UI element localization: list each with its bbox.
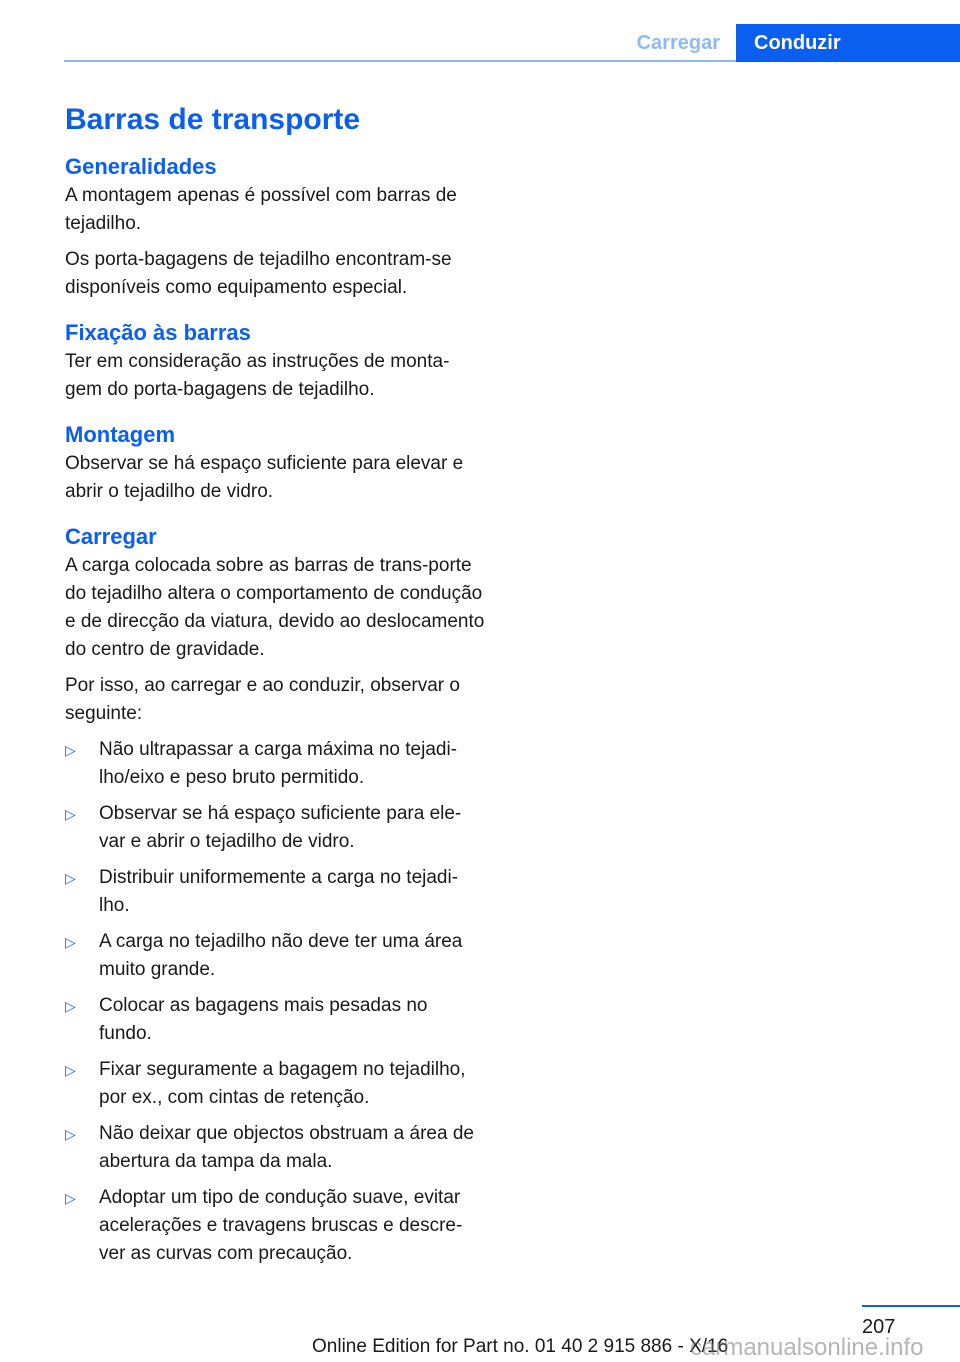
section-heading: Montagem xyxy=(65,422,175,447)
section-heading: Fixação às barras xyxy=(65,320,251,345)
triangle-bullet-icon: ▷ xyxy=(65,806,76,822)
paragraph: A montagem apenas é possível com barras de tejadilho. xyxy=(65,185,457,234)
list-item xyxy=(65,1056,485,1112)
section-heading: Generalidades xyxy=(65,154,217,179)
list-item xyxy=(65,1184,485,1268)
list-item xyxy=(65,736,485,792)
list-item-text: Não deixar que objectos obstruam a área de abertura da tampa da mala. xyxy=(99,1123,474,1172)
list-item xyxy=(65,928,485,984)
paragraph: A carga colocada sobre as barras de trans-porte do tejadilho altera o comportamento de condução e de direcção da viatura, devido ao deslocamento do centro de gravidade. xyxy=(65,555,485,660)
paragraph: Os porta-bagagens de tejadilho encontram-se disponíveis como equipamento especial. xyxy=(65,249,452,298)
list-item-text: Adoptar um tipo de condução suave, evitar acelerações e travagens bruscas e descre-ver as curvas com precaução. xyxy=(99,1187,463,1264)
section-carregar xyxy=(65,522,485,1268)
tab-carregar[interactable]: Carregar xyxy=(636,32,720,54)
page-content xyxy=(65,100,485,1284)
tab-conduzir[interactable]: Conduzir xyxy=(736,24,960,62)
list-item-text: Observar se há espaço suficiente para ele-var e abrir o tejadilho de vidro. xyxy=(99,803,462,852)
footer-divider xyxy=(862,1305,960,1307)
triangle-bullet-icon: ▷ xyxy=(65,934,76,950)
section-heading: Carregar xyxy=(65,524,157,549)
triangle-bullet-icon: ▷ xyxy=(65,998,76,1014)
page-number: 207 xyxy=(862,1316,896,1338)
triangle-bullet-icon: ▷ xyxy=(65,870,76,886)
list-item xyxy=(65,800,485,856)
page-title: Barras de transporte xyxy=(65,103,361,136)
section-generalidades xyxy=(65,152,485,302)
list-item xyxy=(65,1120,485,1176)
list-item xyxy=(65,864,485,920)
paragraph: Observar se há espaço suficiente para elevar e abrir o tejadilho de vidro. xyxy=(65,453,464,502)
watermark: carmanualsonline.info xyxy=(690,1334,924,1361)
triangle-bullet-icon: ▷ xyxy=(65,1062,76,1078)
triangle-bullet-icon: ▷ xyxy=(65,1190,76,1206)
section-montagem xyxy=(65,420,485,506)
list-item xyxy=(65,992,485,1048)
bullet-list xyxy=(65,736,485,1268)
list-item-text: Colocar as bagagens mais pesadas no fundo. xyxy=(99,995,428,1044)
triangle-bullet-icon: ▷ xyxy=(65,1126,76,1142)
paragraph: Por isso, ao carregar e ao conduzir, observar o seguinte: xyxy=(65,675,460,724)
list-item-text: Distribuir uniformemente a carga no tejadi-lho. xyxy=(99,867,459,916)
edition-text: Online Edition for Part no. 01 40 2 915 886 - X/16 xyxy=(312,1336,729,1357)
list-item-text: Fixar seguramente a bagagem no tejadilho, por ex., com cintas de retenção. xyxy=(99,1059,466,1108)
paragraph: Ter em consideração as instruções de monta-gem do porta-bagagens de tejadilho. xyxy=(65,351,450,400)
list-item-text: Não ultrapassar a carga máxima no tejadi-lho/eixo e peso bruto permitido. xyxy=(99,739,458,788)
list-item-text: A carga no tejadilho não deve ter uma área muito grande. xyxy=(99,931,463,980)
section-fixacao xyxy=(65,318,485,404)
triangle-bullet-icon: ▷ xyxy=(65,742,76,758)
